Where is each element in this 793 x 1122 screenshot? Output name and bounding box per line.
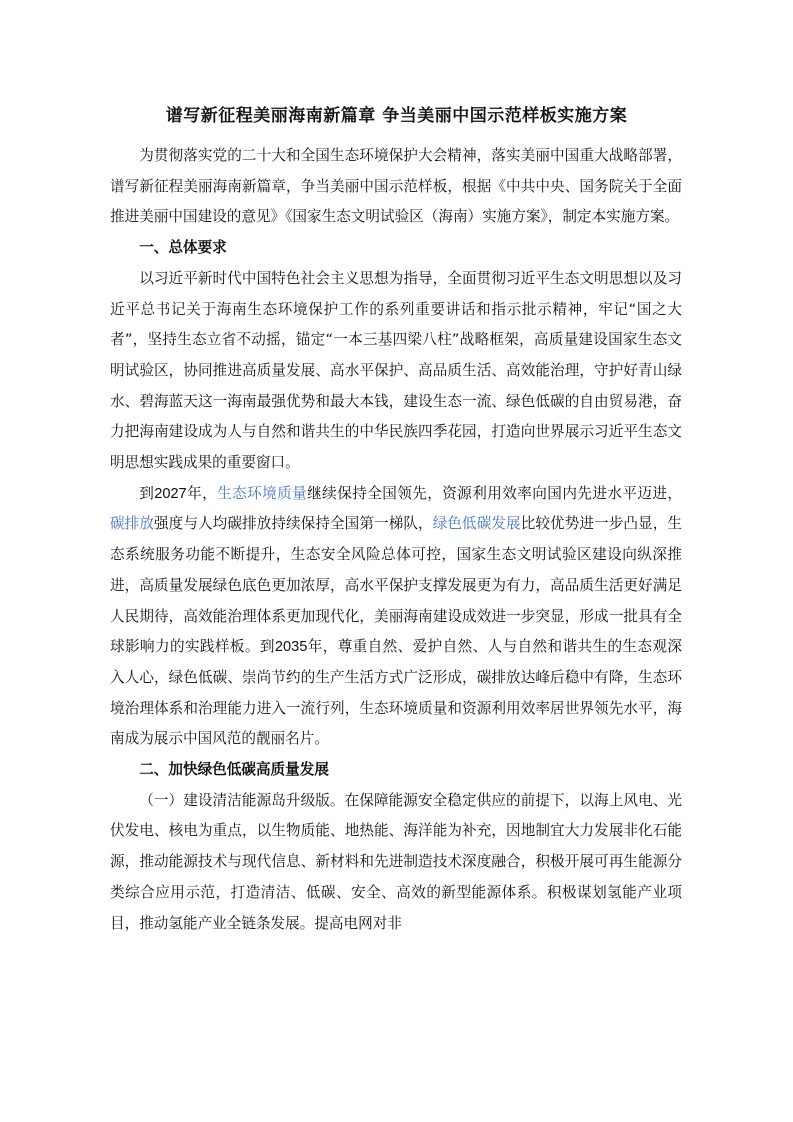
text-segment: 强度与人均碳排放持续保持全国第一梯队， [154, 515, 433, 533]
document-title: 谱写新征程美丽海南新篇章 争当美丽中国示范样板实施方案 [165, 106, 628, 126]
clean-energy-paragraph: （一）建设清洁能源岛升级版。在保障能源安全稳定供应的前提下，以海上风电、光伏发电、核电为重点，以生物质能、地热能、海洋能为补充，因地制宜大力发展非化石能源，推动能源技术与现代信息、新材料和先进制造技术深度融合，积极开展可再生能源分类综合应用示范，打造清洁、低碳、安全、高效的新型能源体系。积极谋划氢能产业项目，推动氢能产业全链条发展。提高电网对非 [110, 791, 682, 932]
goals-paragraph [110, 479, 682, 755]
link-carbon-emission[interactable]: 碳排放 [110, 515, 155, 533]
link-green-low-carbon-development[interactable]: 绿色低碳发展 [432, 515, 521, 533]
year-2027: 2027 [154, 485, 187, 502]
text-segment: 继续保持全国领先，资源利用效率向国内先进水平迈进， [307, 484, 682, 502]
section-heading-general-requirements: 一、总体要求 [139, 239, 227, 257]
text-segment: 比较优势进一步凸显，生态系统服务功能不断提升，生态安全风险总体可控，国家生态文明试验区建设向纵深推进，高质量发展绿色底色更加浓厚，高水平保护支撑发展更为有力，高品质生活更好满足人民期待，高效能治理体系更加现代化，美丽海南建设成效进一步突显，形成一批具有全球影响力的实践样板。到 [110, 515, 682, 656]
document-body [110, 141, 682, 939]
intro-paragraph: 为贯彻落实党的二十大和全国生态环境保护大会精神，落实美丽中国重大战略部署，谱写新征程美丽海南新篇章，争当美丽中国示范样板，根据《中共中央、国务院关于全面推进美丽中国建设的意见》《国家生态文明试验区（海南）实施方案》，制定本实施方案。 [110, 147, 682, 226]
guiding-principle-paragraph: 以习近平新时代中国特色社会主义思想为指导，全面贯彻习近平生态文明思想以及习近平总书记关于海南生态环境保护工作的系列重要讲话和指示批示精神，牢记“国之大者”，坚持生态立省不动摇，锚定“一本三基四梁八柱”战略框架，高质量建设国家生态文明试验区，协同推进高质量发展、高水平保护、高品质生活、高效能治理，守护好青山绿水、碧海蓝天这一海南最强优势和最大本钱，建设生态一流、绿色低碳的自由贸易港，奋力把海南建设成为人与自然和谐共生的中华民族四季花园，打造向世界展示习近平生态文明思想实践成果的重要窗口。 [110, 269, 682, 472]
text-segment: 年， [186, 484, 218, 502]
section-heading-green-development: 二、加快绿色低碳高质量发展 [139, 761, 329, 779]
text-segment: 到 [139, 484, 155, 502]
text-segment: 年，尊重自然、爱护自然、人与自然和谐共生的生态观深入人心，绿色低碳、崇尚节约的生产生活方式广泛形成，碳排放达峰后稳中有降，生态环境治理体系和治理能力进入一流行列，生态环境质量和资源利用效率居世界领先水平，海南成为展示中国风范的靓丽名片。 [110, 638, 682, 748]
year-2035: 2035 [274, 639, 308, 656]
link-eco-environment-quality[interactable]: 生态环境质量 [217, 484, 308, 502]
